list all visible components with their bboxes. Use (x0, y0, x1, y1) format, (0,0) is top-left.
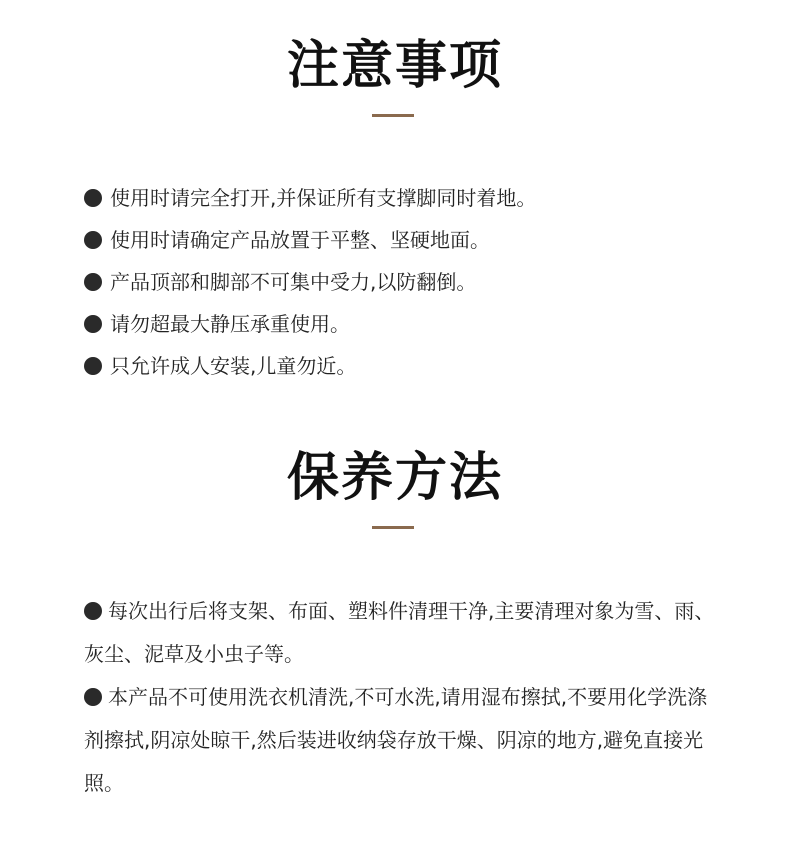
care-paragraph-text: 本产品不可使用洗衣机清洗,不可水洗,请用湿布擦拭,不要用化学洗涤剂擦拭,阴凉处晾干,然后装进收纳袋存放干燥、阴凉的地方,避免直接光照。 (84, 685, 708, 795)
notice-item-text: 产品顶部和脚部不可集中受力,以防翻倒。 (110, 270, 477, 294)
notice-item (84, 225, 536, 267)
bullet-icon (84, 602, 102, 620)
care-block (84, 590, 724, 805)
notice-item-text: 只允许成人安装,儿童勿近。 (110, 354, 357, 378)
notice-list (84, 183, 536, 393)
bullet-icon (84, 315, 102, 333)
care-title-underline (372, 526, 414, 529)
notice-item (84, 309, 536, 351)
notice-title: 注意事项 (286, 36, 503, 96)
notice-item-text: 请勿超最大静压承重使用。 (110, 312, 350, 336)
care-paragraph (84, 590, 724, 676)
care-title: 保养方法 (286, 448, 503, 508)
bullet-icon (84, 189, 102, 207)
bullet-icon (84, 231, 102, 249)
notice-title-underline (372, 114, 414, 117)
notice-item (84, 183, 536, 225)
bullet-icon (84, 357, 102, 375)
bullet-icon (84, 688, 102, 706)
care-paragraph (84, 676, 724, 805)
notice-item (84, 351, 536, 393)
bullet-icon (84, 273, 102, 291)
notice-item (84, 267, 536, 309)
notice-item-text: 使用时请完全打开,并保证所有支撑脚同时着地。 (110, 186, 537, 210)
notice-item-text: 使用时请确定产品放置于平整、坚硬地面。 (110, 228, 490, 252)
care-paragraph-text: 每次出行后将支架、布面、塑料件清理干净,主要清理对象为雪、雨、灰尘、泥草及小虫子等。 (84, 599, 715, 666)
